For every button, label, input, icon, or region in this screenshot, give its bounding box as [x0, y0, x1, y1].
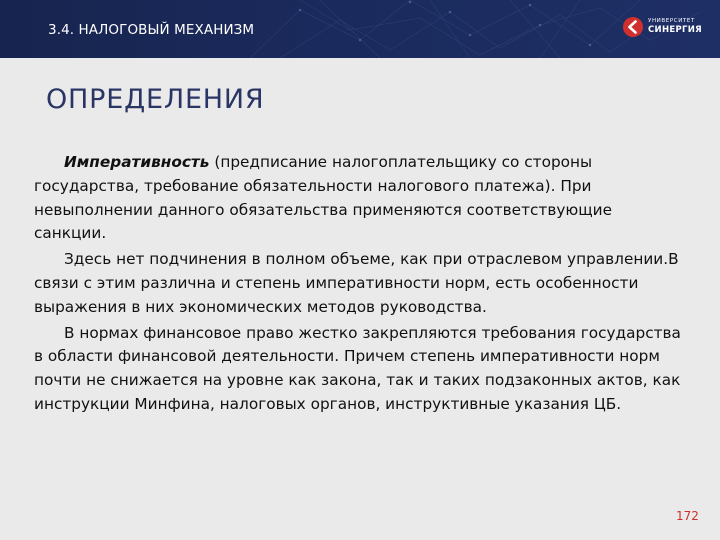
term-imperativeness: Императивность	[64, 153, 210, 171]
page-number: 172	[676, 509, 699, 523]
paragraph-2	[34, 248, 684, 319]
synergy-logo-icon	[622, 16, 644, 38]
paragraph-3-text: В нормах финансовое право жестко закрепляются требования государства в области финансовой деятельности. Причем степень императивности норм почти не снижается на уровне как закона, так и таких подзаконных актов, как инструкции Минфина, налоговых органов, инструктивные указания ЦБ.	[34, 323, 681, 413]
paragraph-1	[34, 151, 684, 246]
header-bar	[0, 0, 720, 58]
paragraph-2-text: Здесь нет подчинения в полном объеме, как при отраслевом управлении.В связи с этим различна и степень императивности норм, есть особенности выражения в них экономических методов руководства.	[34, 250, 679, 316]
paragraph-3	[34, 322, 684, 417]
section-title: 3.4. НАЛОГОВЫЙ МЕХАНИЗМ	[48, 22, 255, 38]
paragraph-1-text: (предписание налогоплательщику со стороны государства, требование обязательности налогового платежа). При невыполнении данного обязательства применяются соответствующие санкции.	[34, 153, 613, 243]
body-text	[34, 151, 684, 419]
university-logo	[622, 16, 712, 44]
logo-line-2: СИНЕРГИЯ	[648, 25, 702, 35]
logo-line-1: УНИВЕРСИТЕТ	[648, 18, 695, 24]
page-title: ОПРЕДЕЛЕНИЯ	[46, 84, 265, 115]
